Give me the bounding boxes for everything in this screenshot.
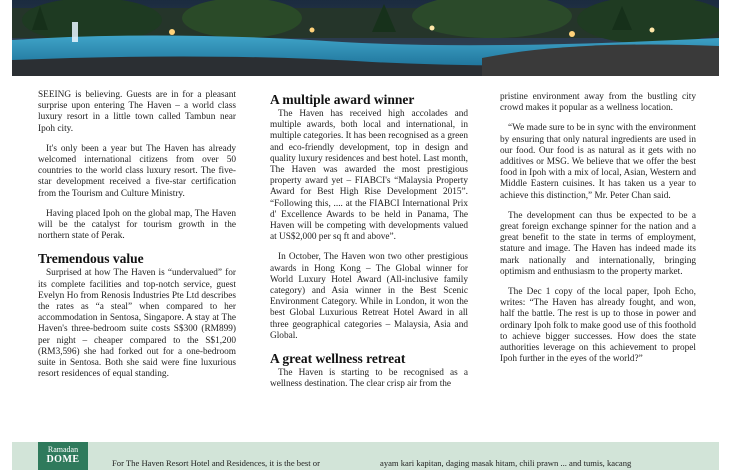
quote-paragraph: “We made sure to be in sync with the environment by ensuring that only natural ingredients are used in our food. Our food is as natural as it gets with no additives or MSG. We believe that we offer the best food in Ipoh with a mix of local, Asian, Western and Middle Eastern cuisines. It has taken us a year to achieve this distinction,” Mr. Peter Chan said. — [500, 123, 696, 201]
section-heading-wellness-retreat: A great wellness retreat — [270, 351, 406, 367]
ramadan-badge — [38, 442, 88, 470]
strip-text-right: ayam kari kapitan, daging masak hitam, chili prawn ... and tumis, kacang — [380, 458, 632, 468]
resort-photo-graphic — [12, 0, 719, 76]
section-heading-tremendous-value: Tremendous value — [38, 251, 144, 267]
paragraph: The Dec 1 copy of the local paper, Ipoh Echo, writes: “The Haven has already fought, and won, half the battle. The rest is up to those in power and ordinary Ipoh folk to make good use of this foothold to achieve bigger successes. How does the state authorities leverage on this achievement to propel Ipoh further in the eyes of the world?” — [500, 287, 696, 365]
paragraph: The Haven is starting to be recognised as a wellness destination. The clear crisp air from the — [270, 368, 468, 390]
strip-text-left: For The Haven Resort Hotel and Residences, it is the best or — [112, 458, 320, 468]
paragraph: Surprised at how The Haven is “undervalued” for its complete facilities and top-notch service, guest Evelyn Ho from Renosis Industries Pte Ltd describes the rates as “a steal” when compared to her accommodation in Sentosa, Singapore. A stay at The Haven's three-bedroom suite costs S$300 (RM899) per night – cheaper compared to the S$1,200 (RM3,596) she had forked out for a one-bedroom suite in Sentosa. Both she said were fine luxurious resort residences of equal standing. — [38, 268, 236, 380]
ramadan-strip — [12, 442, 719, 470]
section-heading-multiple-award: A multiple award winner — [270, 92, 415, 107]
paragraph: It's only been a year but The Haven has already welcomed international citizens from over 50 countries to the world class luxury resort. The five-star development received a five-star certification from the Tourism and Culture Ministry. — [38, 143, 236, 199]
resort-photo — [12, 0, 719, 76]
badge-line-2: DOME — [46, 454, 80, 465]
paragraph: In October, The Haven won two other prestigious awards in Hong Kong – The Global winner for World Luxury Hotel Award (All-inclusive family category) and Asia winner in the Best Scenic Environment Category. While in London, it won the best Global Luxurious Retreat Hotel Award in all three geographical categories – Malaysia, Asia and Global. — [270, 252, 468, 341]
paragraph: pristine environment away from the bustling city crowd makes it popular as a wellness location. — [500, 92, 696, 114]
column-2 — [270, 92, 468, 399]
paragraph: The development can thus be expected to be a great foreign exchange spinner for the nation and a great benefit to the state in terms of employment, stature and image. The Haven has indeed made its mark nationally and internationally, bringing optimism and enthusiasm to the property market. — [500, 210, 696, 277]
badge-line-1: Ramadan — [47, 445, 79, 454]
column-3 — [500, 92, 696, 374]
intro-paragraph: SEEING is believing. Guests are in for a pleasant surprise upon entering The Haven – a world class luxury resort in a little town called Tambun near Ipoh city. — [38, 90, 236, 134]
paragraph: Having placed Ipoh on the global map, The Haven will be the catalyst for tourism growth in the northern state of Perak. — [38, 208, 236, 242]
column-1 — [38, 90, 236, 389]
paragraph: The Haven has received high accolades and multiple awards, both local and international, in multiple categories. It has been recognised as a green and eco-friendly development, top in design and quality luxury residences and best hotel. Last month, The Haven was awarded the most prestigious property award yet – FIABCI's “Malaysia Property Award for Best High Rise Development 2015”. “Following this, .... at the FIABCI International Prix d' Excellence Awards to be held in Panama, The Haven will be competing with developments valued at US$2,000 per sq ft and above”. — [270, 109, 468, 243]
